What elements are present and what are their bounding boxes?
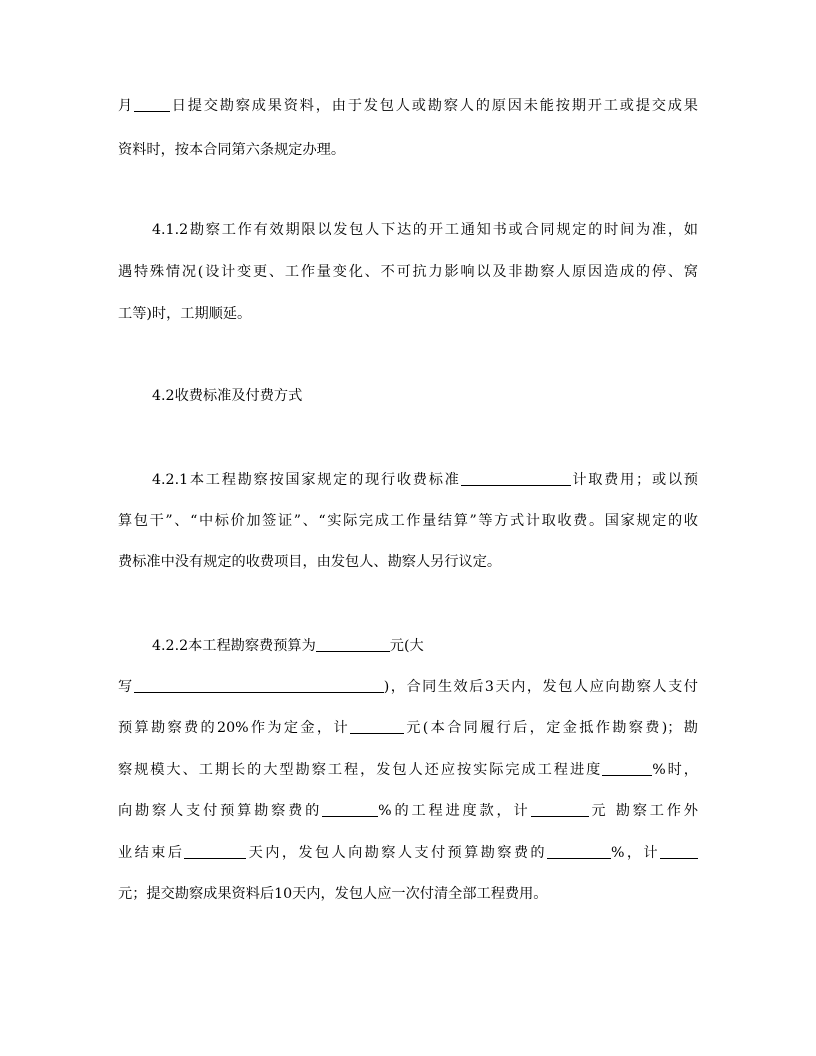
text-segment: 写 — [118, 679, 134, 695]
paragraph-3-line-3: 费标准中没有规定的收费项目，由发包人、勘察人另行议定。 — [118, 554, 502, 570]
paragraph-3-line-2: 算包干”、“中标价加签证”、“实际完成工作量结算”等方式计取收费。国家规定的收 — [118, 513, 698, 529]
fill-blank — [134, 95, 170, 112]
fill-blank — [184, 842, 246, 859]
text-segment: 月 — [118, 98, 134, 114]
paragraph-4-line-3 — [118, 716, 698, 740]
fill-blank — [316, 635, 390, 652]
paragraph-4-line-2 — [118, 675, 698, 699]
paragraph-2-line-2: 遇特殊情况(设计变更、工作量变化、不可抗力影响以及非勘察人原因造成的停、窝 — [118, 264, 698, 280]
text-segment: %，计 — [610, 845, 660, 861]
paragraph-4-line-6 — [118, 841, 698, 865]
fill-blank — [660, 842, 698, 859]
text-segment: 天内，发包人向勘察人支付预算勘察费的 — [246, 845, 547, 861]
paragraph-4-line-4 — [118, 758, 698, 782]
fill-blank — [134, 676, 384, 693]
fill-blank — [531, 800, 589, 817]
paragraph-4-line-7: 元；提交勘察成果资料后10天内，发包人应一次付清全部工程费用。 — [118, 886, 548, 902]
text-segment: 计取费用；或以预 — [570, 472, 698, 488]
paragraph-2-line-3: 工等)时，工期顺延。 — [118, 306, 252, 322]
text-segment: )，合同生效后3天内，发包人应向勘察人支付 — [383, 679, 698, 695]
text-segment: 4.2.2本工程勘察费预算为 — [152, 638, 316, 654]
text-segment: 元 勘察工作外 — [588, 803, 698, 819]
text-segment: 元(本合同履行后，定金抵作勘察费)；勘 — [403, 720, 698, 736]
fill-blank — [350, 717, 404, 734]
fill-blank — [322, 800, 378, 817]
paragraph-1-line-2: 资料时，按本合同第六条规定办理。 — [118, 142, 346, 158]
text-segment: %时， — [652, 762, 698, 778]
text-segment: 元(大 — [389, 638, 424, 654]
text-segment: 4.2.1本工程勘察按国家规定的现行收费标准 — [152, 472, 461, 488]
text-segment: %的工程进度款，计 — [378, 803, 531, 819]
paragraph-4-line-5 — [118, 799, 698, 823]
text-segment: 业结束后 — [118, 845, 185, 861]
paragraph-4-line-1 — [152, 634, 698, 658]
fill-blank — [461, 469, 571, 486]
section-heading: 4.2收费标准及付费方式 — [152, 388, 303, 404]
paragraph-2-line-1: 4.1.2勘察工作有效期限以发包人下达的开工通知书或合同规定的时间为准，如 — [152, 222, 698, 238]
text-segment: 预算勘察费的20%作为定金，计 — [118, 720, 350, 736]
paragraph-3-line-1 — [152, 468, 698, 492]
text-segment: 察规模大、工期长的大型勘察工程，发包人还应按实际完成工程进度 — [118, 762, 603, 778]
text-segment: 向勘察人支付预算勘察费的 — [118, 803, 323, 819]
text-segment: 日提交勘察成果资料，由于发包人或勘察人的原因未能按期开工或提交成果 — [170, 98, 698, 114]
paragraph-1-line-1 — [118, 94, 698, 118]
fill-blank — [547, 842, 611, 859]
fill-blank — [602, 759, 652, 776]
